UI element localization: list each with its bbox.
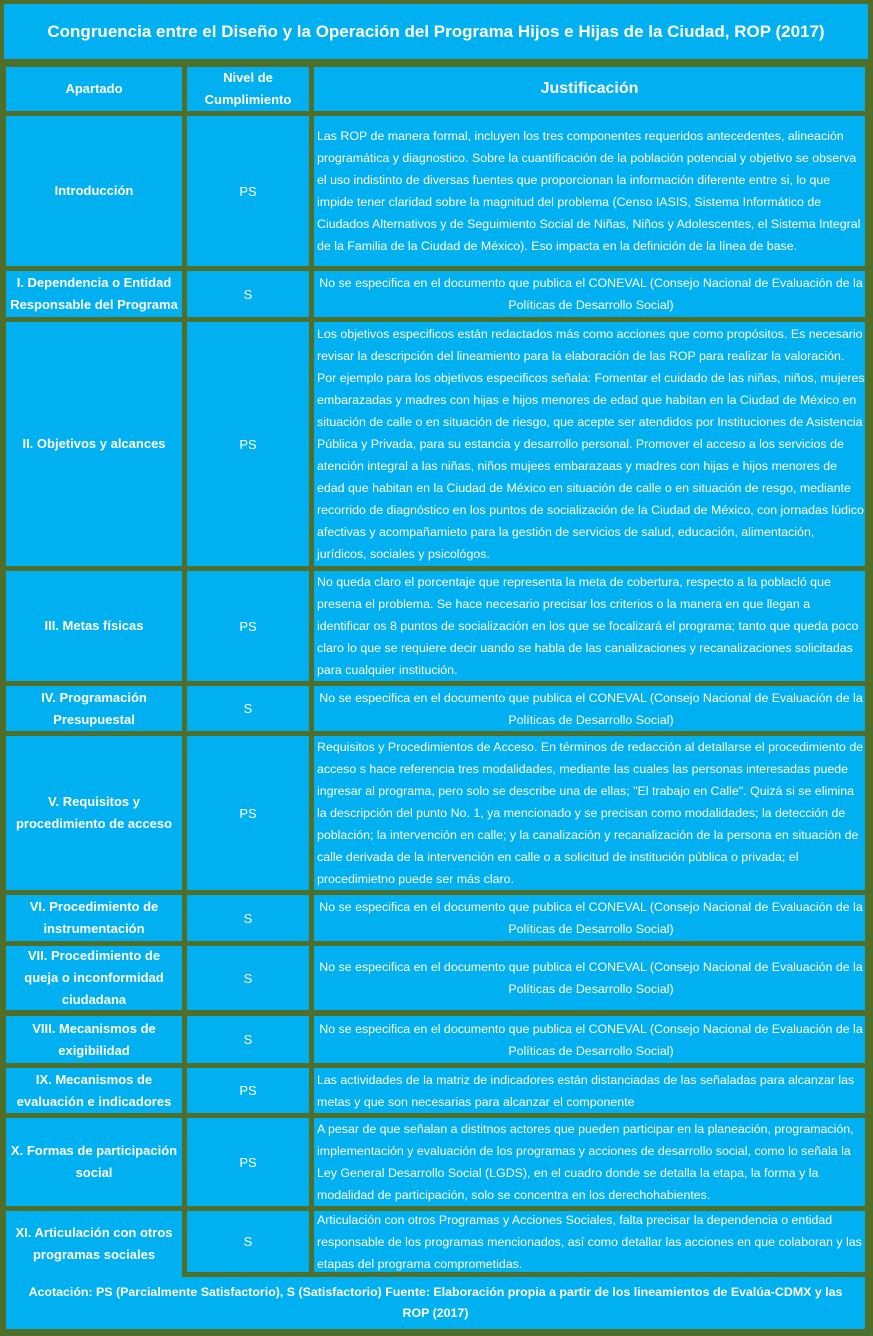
row-justificacion-text: No se especifica en el documento que publica el CONEVAL (Consejo Nacional de Evaluación de la Políticas de Desarrollo Social) [319, 276, 863, 312]
row-justificacion-text: A pesar de que señalan a distitnos actores que pueden participar en la planeación, programación, implementación y evaluación de los programas y acciones de desarrollo social, como lo señala la Ley General Desarrollo Social (LGDS), en el cuadro donde se detalla la etapa, la forma y la modalidad de participación, solo se concentra en los derechohabientes. [317, 1122, 854, 1202]
row-justificacion [314, 1211, 865, 1272]
table-footnote: Acotación: PS (Parcialmente Satisfactorio), S (Satisfactorio) Fuente: Elaboración propia a partir de los lineamientos de Evalúa-CDMX y las ROP (2017) [6, 1277, 865, 1329]
row-justificacion-text: No se especifica en el documento que publica el CONEVAL (Consejo Nacional de Evaluación de la Políticas de Desarrollo Social) [319, 690, 863, 727]
row-justificacion-text: Articulación con otros Programas y Acciones Sociales, falta precisar la dependencia o entidad responsable de los programas mencionados, así como detallar las acciones en que colaboran y las etapas del programa comprometidas. [317, 1212, 862, 1271]
row-justificacion [314, 116, 865, 266]
row-justificacion-text: No se especifica en el documento que publica el CONEVAL (Consejo Nacional de Evaluación de la Políticas de Desarrollo Social) [319, 960, 863, 996]
header-nivel [187, 67, 309, 111]
table-title: Congruencia entre el Diseño y la Operación del Programa Hijos e Hijas de la Ciudad, ROP (2017) [4, 4, 868, 59]
header-justificacion: Justificación [314, 67, 865, 111]
row-apartado: IX. Mecanismos de evaluación e indicadores [6, 1068, 182, 1113]
row-nivel: PS [187, 322, 309, 566]
row-nivel: S [187, 1211, 309, 1272]
row-justificacion-text: Los objetivos especificos están redactados más como acciones que como propósitos. Es necesario revisar la descripción del lineamiento para la elaboración de las ROP para realizar la valoración. Por ejemplo para los objetivos especificos señala: Fomentar el cuidado de las niñas, niños, mujeres embarazadas y madres con hijas e hijos menores de edad que habitan en la Ciudad de México en situación de calle o en situación de riesgo, que acepte ser atendidos por Instituciones de Asistencia Pública y Privada, para su estancia y desarrollo personal. Promover el acceso a los servicios de atención integral a las niñas, niños mujees embarazaas y madres con hijas e hijos menores de edad que habitan en la Ciudad de México en situación de calle o en situación de resgo, mediante recorrido de diagnóstico en los puntos de socialización de la Ciudad de México, con jornadas lúdico afectivas y acompañamieto para la gestión de servicios de salud, educación, alimentación, jurídicos, sociales y psicológos. [317, 327, 865, 561]
row-apartado: Introducción [6, 116, 182, 266]
row-apartado: IV. Programación Presupuestal [6, 686, 182, 731]
row-apartado: X. Formas de participación social [6, 1118, 182, 1206]
row-justificacion-text: No se especifica en el documento que publica el CONEVAL (Consejo Nacional de Evaluación de la Políticas de Desarrollo Social) [319, 900, 863, 936]
row-justificacion-text: Las ROP de manera formal, incluyen los tres componentes requeridos antecedentes, alineación programática y diagnostico. Sobre la cuantificación de la población potencial y objetivo se observa el uso indistinto de diversas fuentes que proporcionan la información diferente entre si, lo que impide tener claridad sobre la magnitud del problema (Censo IASIS, Sistema Informático de Ciudados Alternativos y de Seguimiento Social de Niñas, Niños y Adolescentes, el Sistema Integral de la Familia de la Ciudad de México). Eso impacta en la definición de la línea de base. [317, 129, 861, 253]
row-nivel: S [187, 1016, 309, 1063]
row-justificacion [314, 895, 865, 941]
row-justificacion [314, 1016, 865, 1063]
row-apartado: I. Dependencia o Entidad Responsable del Programa [6, 271, 182, 317]
row-apartado: II. Objetivos y alcances [6, 322, 182, 566]
row-apartado: XI. Articulación con otros programas sociales [6, 1211, 182, 1277]
header-nivel-line1: Nivel de [223, 70, 273, 85]
header-nivel-line2: Cumplimiento [204, 92, 292, 107]
row-nivel: PS [187, 1118, 309, 1206]
row-justificacion [314, 571, 865, 681]
header-apartado: Apartado [6, 67, 182, 111]
row-nivel: S [187, 271, 309, 317]
row-justificacion [314, 1068, 865, 1113]
row-nivel: PS [187, 1068, 309, 1113]
row-nivel: S [187, 946, 309, 1010]
row-apartado: VIII. Mecanismos de exigibilidad [6, 1016, 182, 1063]
row-justificacion [314, 686, 865, 731]
row-nivel: PS [187, 571, 309, 681]
row-nivel: S [187, 686, 309, 731]
row-justificacion-text: Las actividades de la matriz de indicadores están distanciadas de las señaladas para alcanzar las metas y que son necesarias para alcanzar el componente [317, 1072, 855, 1109]
row-justificacion-text: No queda claro el porcentaje que representa la meta de cobertura, respecto a la poblacló que presena el problema. Se hace necesario precisar los criterios o la manera en que llegan a identificar os 8 puntos de socialización en los que se focalizará el programa; tanto que queda poco claro lo que se requiere decir uando se habla de las canalizaciones y recanalizaciones solicitadas para cualquier institución. [317, 575, 859, 677]
row-nivel: PS [187, 736, 309, 890]
row-justificacion [314, 322, 865, 566]
row-justificacion [314, 736, 865, 890]
row-justificacion [314, 271, 865, 317]
row-apartado: III. Metas físicas [6, 571, 182, 681]
row-nivel: S [187, 895, 309, 941]
row-justificacion [314, 1118, 865, 1206]
row-apartado: VII. Procedimiento de queja o inconformidad ciudadana [6, 946, 182, 1010]
row-justificacion-text: Requisitos y Procedimientos de Acceso. En términos de redacción al detallarse el procedimiento de acceso s hace referencia tres modalidades, mediante las cuales las personas interesadas puede ingresar al programa, pero solo se describe una de ellas; "El trabajo en Calle". Quizá si se elimina la descripción del punto No. 1, ya mencionado y se precisan como modalidades; la detección de población; la intervención en calle; y la canalización y recanalización de la persona en situación de calle derivada de la intervención en calle o a solicitud de institución pública o privada; el procedimietno puede ser más claro. [317, 740, 864, 886]
row-justificacion-text: No se especifica en el documento que publica el CONEVAL (Consejo Nacional de Evaluación de la Políticas de Desarrollo Social) [319, 1021, 863, 1058]
row-nivel: PS [187, 116, 309, 266]
row-apartado: V. Requisitos y procedimiento de acceso [6, 736, 182, 890]
row-justificacion [314, 946, 865, 1010]
row-apartado: VI. Procedimiento de instrumentación [6, 895, 182, 941]
